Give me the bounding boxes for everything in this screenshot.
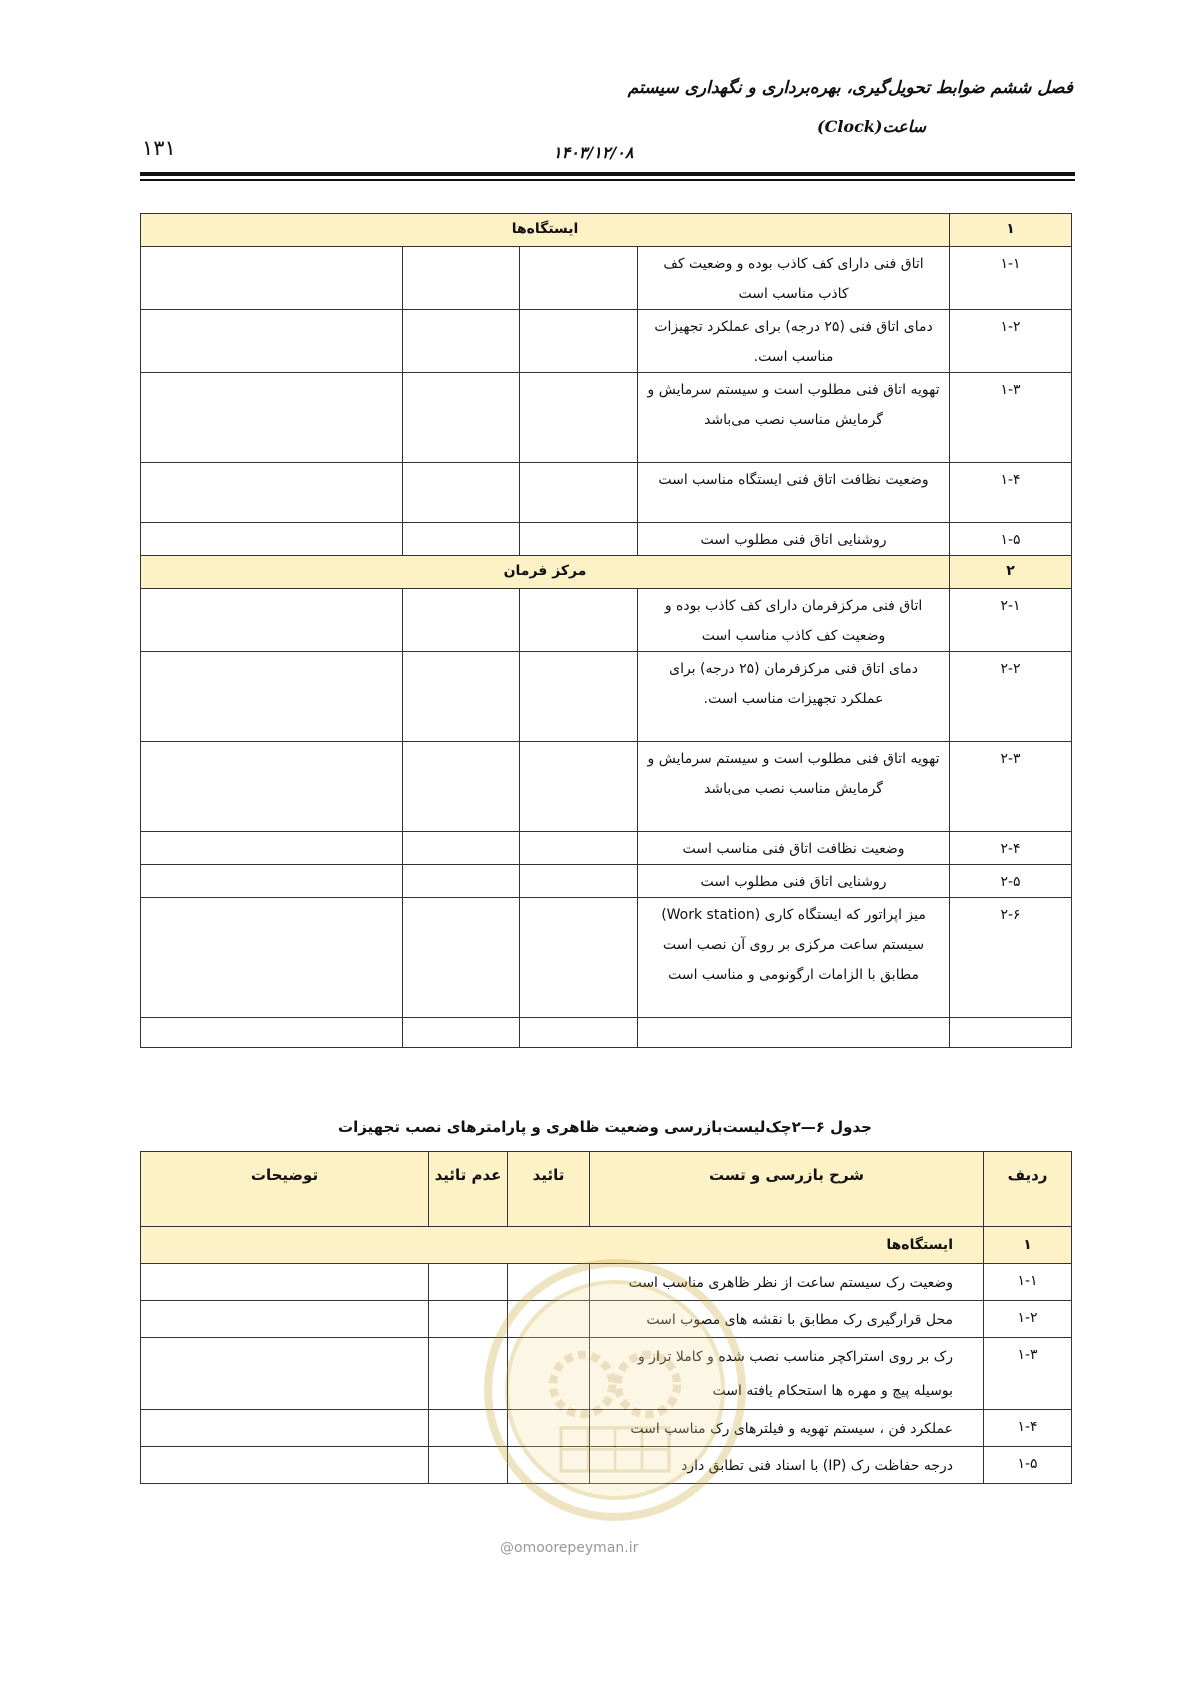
row-description: عملکرد فن ، سیستم تهویه و فیلترهای رک مناسب است [590,1410,984,1447]
col-header-approve: تائید [508,1152,590,1227]
reject-cell[interactable] [403,310,520,373]
reject-cell[interactable] [403,373,520,463]
section-row [141,556,1072,589]
reject-cell[interactable] [403,898,520,1018]
table-row [141,463,1072,523]
table-row [141,310,1072,373]
table-row [141,865,1072,898]
reject-cell[interactable] [403,832,520,865]
reject-cell[interactable] [403,463,520,523]
reject-cell[interactable] [403,523,520,556]
row-description: وضعیت نظافت اتاق فنی مناسب است [638,832,950,865]
approve-cell[interactable] [520,652,638,742]
table-row [141,652,1072,742]
approve-cell[interactable] [520,523,638,556]
section-row [141,214,1072,247]
row-number: ۱-۱ [984,1264,1072,1301]
row-number: ۱-۳ [984,1338,1072,1410]
table-row [141,523,1072,556]
row-description: محل قرارگیری رک مطابق با نقشه های مصوب است [590,1301,984,1338]
section-number: ۱ [984,1227,1072,1264]
row-description: درجه حفاظت رک (IP) با اسناد فنی تطابق دارد [590,1447,984,1484]
section-title: ایستگاه‌ها [141,1227,984,1264]
watermark-seal-icon [480,1255,750,1525]
document-date: ۱۴۰۳/۱۲/۰۸ [553,143,634,162]
notes-cell[interactable] [141,742,403,832]
approve-cell[interactable] [520,832,638,865]
row-description: دمای اتاق فنی مرکزفرمان (۲۵ درجه) برای عملکرد تجهیزات مناسب است. [638,652,950,742]
row-number: ۲-۶ [950,898,1072,1018]
header-rule-thick [140,172,1075,176]
approve-cell[interactable] [520,310,638,373]
section-title: ایستگاه‌ها [141,214,950,247]
approve-cell[interactable] [520,865,638,898]
header-rule-thin [140,179,1075,181]
row-number: ۱-۴ [984,1410,1072,1447]
watermark-text: @omoorepeyman.ir [500,1540,639,1556]
notes-cell[interactable] [141,1301,429,1338]
section-subtitle: ساعت(Clock) [817,117,926,136]
table-row [141,832,1072,865]
page-number: ۱۳۱ [142,136,176,160]
approve-cell[interactable] [520,589,638,652]
col-header-notes: توضیحات [141,1152,429,1227]
header-row [141,1152,1072,1227]
table-row [141,742,1072,832]
reject-cell[interactable] [403,742,520,832]
approve-cell[interactable] [520,247,638,310]
col-header-reject: عدم تائید [429,1152,508,1227]
approve-cell[interactable] [520,1018,638,1048]
row-description: دمای اتاق فنی (۲۵ درجه) برای عملکرد تجهیزات مناسب است. [638,310,950,373]
row-description: رک بر روی استراکچر مناسب نصب شده و کاملا تراز و بوسیله پیچ و مهره ها استحکام یافته است [590,1338,984,1410]
notes-cell[interactable] [141,247,403,310]
notes-cell[interactable] [141,589,403,652]
row-number: ۲-۵ [950,865,1072,898]
row-number: ۱-۵ [984,1447,1072,1484]
row-description: تهویه اتاق فنی مطلوب است و سیستم سرمایش و گرمایش مناسب نصب می‌باشد [638,373,950,463]
row-description: تهویه اتاق فنی مطلوب است و سیستم سرمایش و گرمایش مناسب نصب می‌باشد [638,742,950,832]
row-description: وضعیت نظافت اتاق فنی ایستگاه مناسب است [638,463,950,523]
chapter-title: فصل ششم ضوابط تحویل‌گیری، بهره‌برداری و نگهداری سیستم [627,78,1073,98]
notes-cell[interactable] [141,310,403,373]
notes-cell[interactable] [141,463,403,523]
col-header-description: شرح بازرسی و تست [590,1152,984,1227]
notes-cell[interactable] [141,523,403,556]
reject-cell[interactable] [403,247,520,310]
table-row [141,589,1072,652]
row-number: ۱-۲ [950,310,1072,373]
col-header-row: ردیف [984,1152,1072,1227]
row-number: ۲-۲ [950,652,1072,742]
row-number: ۱-۵ [950,523,1072,556]
notes-cell[interactable] [141,1410,429,1447]
notes-cell[interactable] [141,1018,403,1048]
row-number: ۲-۴ [950,832,1072,865]
table-caption: جدول ۶—۲چک‌لیست‌بازرسی وضعیت ظاهری و پارامترهای نصب تجهیزات [338,1118,872,1136]
notes-cell[interactable] [141,898,403,1018]
table-row [141,898,1072,1018]
approve-cell[interactable] [520,742,638,832]
notes-cell[interactable] [141,832,403,865]
section-title: مرکز فرمان [141,556,950,589]
row-description: اتاق فنی دارای کف کاذب بوده و وضعیت کف کاذب مناسب است [638,247,950,310]
row-number: ۱-۲ [984,1301,1072,1338]
row-description: میز اپراتور که ایستگاه کاری (Work station) سیستم ساعت مرکزی بر روی آن نصب است مطابق با الزامات ارگونومی و مناسب است [638,898,950,1018]
notes-cell[interactable] [141,865,403,898]
row-description: روشنایی اتاق فنی مطلوب است [638,523,950,556]
row-number: ۱-۱ [950,247,1072,310]
notes-cell[interactable] [141,1264,429,1301]
reject-cell[interactable] [403,652,520,742]
reject-cell[interactable] [403,589,520,652]
notes-cell[interactable] [141,373,403,463]
table-row [141,247,1072,310]
approve-cell[interactable] [520,373,638,463]
row-description: روشنایی اتاق فنی مطلوب است [638,865,950,898]
section-number: ۱ [950,214,1072,247]
section-number: ۲ [950,556,1072,589]
row-number: ۲-۱ [950,589,1072,652]
approve-cell[interactable] [520,898,638,1018]
row-number: ۱-۴ [950,463,1072,523]
reject-cell[interactable] [403,1018,520,1048]
row-description: اتاق فنی مرکزفرمان دارای کف کاذب بوده و وضعیت کف کاذب مناسب است [638,589,950,652]
notes-cell[interactable] [141,1338,429,1410]
reject-cell[interactable] [403,865,520,898]
table-row [141,373,1072,463]
row-number: ۱-۳ [950,373,1072,463]
notes-cell[interactable] [141,652,403,742]
checklist-table-continued [140,213,1072,1048]
approve-cell[interactable] [520,463,638,523]
notes-cell[interactable] [141,1447,429,1484]
empty-row [141,1018,1072,1048]
row-description: وضعیت رک سیستم ساعت از نظر ظاهری مناسب است [590,1264,984,1301]
row-number: ۲-۳ [950,742,1072,832]
